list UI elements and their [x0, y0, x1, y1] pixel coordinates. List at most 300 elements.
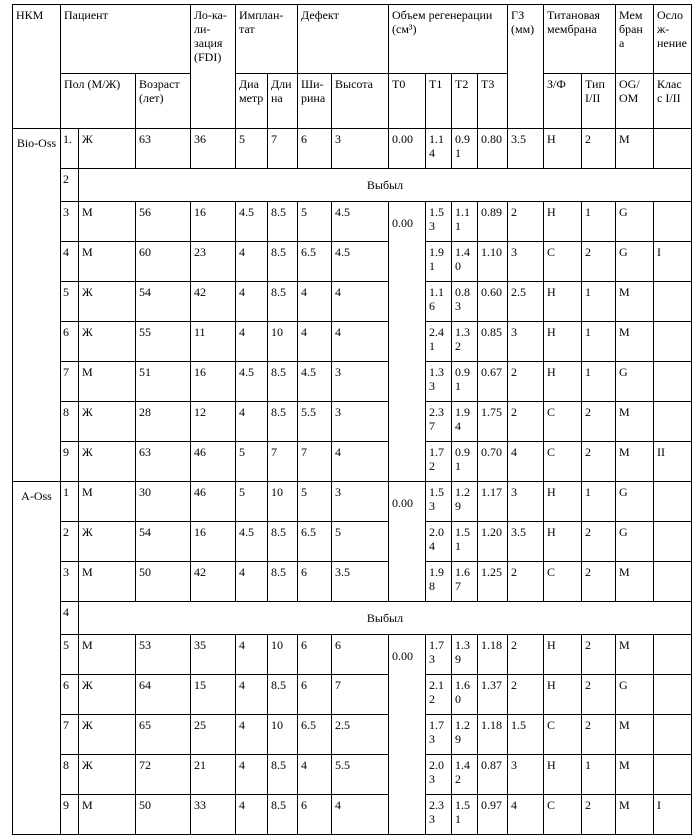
table-cell: 7 — [332, 675, 389, 715]
table-cell: М — [79, 795, 136, 835]
table-cell: 5 — [298, 482, 332, 522]
row-index: 7 — [61, 362, 79, 402]
row-index: 8 — [61, 402, 79, 442]
table-cell: 1.32 — [452, 322, 478, 362]
table-cell: 54 — [136, 522, 191, 562]
table-cell — [654, 635, 692, 675]
table-cell: 0.83 — [452, 282, 478, 322]
table-cell — [654, 282, 692, 322]
table-cell: 2 — [508, 635, 544, 675]
table-cell: 1.20 — [478, 522, 508, 562]
row-index: 4 — [61, 602, 79, 635]
row-index: 1. — [61, 129, 79, 169]
table-cell: 0.91 — [452, 442, 478, 482]
header-class: Клас с I/II — [654, 74, 692, 129]
header-t2: T2 — [452, 74, 478, 129]
table-cell: Ж — [79, 675, 136, 715]
header-defect: Дефект — [298, 5, 389, 74]
header-gz: ГЗ (мм) — [508, 5, 544, 129]
header-nkm: НКМ — [13, 5, 61, 129]
table-cell: M — [616, 795, 654, 835]
header-complication: Осло ж-нение — [654, 5, 692, 74]
table-cell: С — [544, 442, 582, 482]
table-cell: Ж — [79, 522, 136, 562]
table-cell: 1.16 — [426, 282, 452, 322]
table-cell: М — [79, 562, 136, 602]
table-cell: 8.5 — [268, 242, 298, 282]
table-cell: 16 — [191, 202, 236, 242]
table-row — [13, 322, 692, 362]
table-cell: 4 — [236, 635, 268, 675]
table-cell: 46 — [191, 482, 236, 522]
table-cell: 2.03 — [426, 755, 452, 795]
table-cell: 8.5 — [268, 282, 298, 322]
table-row — [13, 242, 692, 282]
row-index: 5 — [61, 282, 79, 322]
table-cell: 1.37 — [478, 675, 508, 715]
row-index: 6 — [61, 322, 79, 362]
table-cell: G — [616, 522, 654, 562]
table-cell: 6.5 — [298, 715, 332, 755]
table-cell: 50 — [136, 795, 191, 835]
table-cell: 4.5 — [236, 522, 268, 562]
table-cell: С — [544, 795, 582, 835]
table-cell: 4 — [332, 282, 389, 322]
table-cell: 1.67 — [452, 562, 478, 602]
table-cell: 0.91 — [452, 129, 478, 169]
table-cell: M — [616, 635, 654, 675]
table-cell: 2 — [508, 362, 544, 402]
table-cell: С — [544, 402, 582, 442]
table-row — [13, 169, 692, 202]
table-cell: 1.53 — [426, 202, 452, 242]
table-cell: M — [616, 129, 654, 169]
row-index: 5 — [61, 635, 79, 675]
header-localization: Ло-ка-ли-зация (FDI) — [191, 5, 236, 129]
table-cell: 36 — [191, 129, 236, 169]
table-cell: 0.80 — [478, 129, 508, 169]
cell-t0: 0.00 — [389, 129, 426, 169]
header-titanium: Титановая мембрана — [544, 5, 616, 74]
row-index: 2 — [61, 169, 79, 202]
header-volume: Объем регенерации (см³) — [389, 5, 508, 74]
table-cell: 42 — [191, 562, 236, 602]
table-cell: 2 — [582, 242, 616, 282]
row-index: 3 — [61, 562, 79, 602]
table-cell: 5 — [332, 522, 389, 562]
table-cell — [654, 755, 692, 795]
table-cell: 3 — [332, 482, 389, 522]
table-cell: 1.98 — [426, 562, 452, 602]
table-cell: G — [616, 202, 654, 242]
table-cell: 4 — [236, 402, 268, 442]
table-cell: 6 — [332, 635, 389, 675]
header-type: Тип I/II — [582, 74, 616, 129]
table-row — [13, 635, 692, 675]
table-cell: 1 — [582, 322, 616, 362]
header-patient: Пациент — [61, 5, 191, 74]
table-cell: Ж — [79, 402, 136, 442]
table-cell: 56 — [136, 202, 191, 242]
table-cell: 46 — [191, 442, 236, 482]
table-cell: 4.5 — [236, 362, 268, 402]
table-cell: 0.67 — [478, 362, 508, 402]
table-row — [13, 129, 692, 169]
table-cell: 5.5 — [332, 755, 389, 795]
table-cell: 0.85 — [478, 322, 508, 362]
table-cell: 4 — [508, 442, 544, 482]
table-cell: 4 — [236, 755, 268, 795]
table-cell: M — [616, 322, 654, 362]
table-cell — [654, 562, 692, 602]
table-cell: 3 — [332, 129, 389, 169]
table-cell: Ж — [79, 715, 136, 755]
table-cell: 1.18 — [478, 715, 508, 755]
table-cell: 4 — [332, 795, 389, 835]
table-cell — [654, 522, 692, 562]
table-cell: 2 — [582, 442, 616, 482]
table-cell: 64 — [136, 675, 191, 715]
table-cell: 4 — [236, 282, 268, 322]
table-cell — [654, 202, 692, 242]
table-cell: 3 — [508, 242, 544, 282]
header-length: Длина — [268, 74, 298, 129]
table-cell: 53 — [136, 635, 191, 675]
table-cell: 8.5 — [268, 562, 298, 602]
table-cell: G — [616, 362, 654, 402]
table-cell: 8.5 — [268, 795, 298, 835]
table-row — [13, 755, 692, 795]
table-cell: 3.5 — [332, 562, 389, 602]
table-cell: G — [616, 675, 654, 715]
table-cell: Н — [544, 675, 582, 715]
table-cell: 50 — [136, 562, 191, 602]
table-cell: 55 — [136, 322, 191, 362]
table-cell: М — [79, 362, 136, 402]
table-cell: 1.42 — [452, 755, 478, 795]
table-cell: 33 — [191, 795, 236, 835]
table-cell: 1.33 — [426, 362, 452, 402]
table-cell: 2 — [508, 202, 544, 242]
table-cell: M — [616, 755, 654, 795]
table-row — [13, 715, 692, 755]
table-cell: 4.5 — [298, 362, 332, 402]
table-cell: 1.51 — [452, 522, 478, 562]
table-row — [13, 362, 692, 402]
table-cell: Н — [544, 362, 582, 402]
table-cell: 1.91 — [426, 242, 452, 282]
table-row — [13, 522, 692, 562]
table-cell: Ж — [79, 282, 136, 322]
table-cell: 25 — [191, 715, 236, 755]
table-cell: 4 — [298, 755, 332, 795]
table-cell: Н — [544, 129, 582, 169]
table-cell: 2 — [582, 402, 616, 442]
table-cell: 4.5 — [332, 242, 389, 282]
cell-t0: 0.00 — [389, 635, 426, 835]
table-cell: 1.29 — [452, 482, 478, 522]
table-row — [13, 562, 692, 602]
table-cell: 51 — [136, 362, 191, 402]
table-cell: 4 — [236, 675, 268, 715]
header-t0: T0 — [389, 74, 426, 129]
table-cell: 6 — [298, 635, 332, 675]
table-cell: 42 — [191, 282, 236, 322]
table-cell: 1 — [582, 282, 616, 322]
header-implant: Имплан-тат — [236, 5, 298, 74]
table-cell: 1.94 — [452, 402, 478, 442]
table-row — [13, 442, 692, 482]
header-zf: З/Ф — [544, 74, 582, 129]
table-cell: 1.73 — [426, 635, 452, 675]
table-cell: Ж — [79, 129, 136, 169]
table-cell: 21 — [191, 755, 236, 795]
table-cell: Н — [544, 522, 582, 562]
table-cell: 2.37 — [426, 402, 452, 442]
table-cell: М — [79, 482, 136, 522]
table-cell: 6 — [298, 562, 332, 602]
table-row — [13, 202, 692, 242]
table-row — [13, 402, 692, 442]
table-cell: 11 — [191, 322, 236, 362]
header-t3: T3 — [478, 74, 508, 129]
header-height: Высота — [332, 74, 389, 129]
table-cell: 0.97 — [478, 795, 508, 835]
header-sex: Пол (М/Ж) — [61, 74, 136, 129]
table-cell: 1 — [582, 202, 616, 242]
table-cell: 16 — [191, 362, 236, 402]
table-cell: 8.5 — [268, 755, 298, 795]
table-cell: 8.5 — [268, 402, 298, 442]
table-cell: 1.75 — [478, 402, 508, 442]
table-cell: 4 — [508, 795, 544, 835]
table-cell: M — [616, 715, 654, 755]
table-row — [13, 675, 692, 715]
table-cell: 1.25 — [478, 562, 508, 602]
table-cell: 0.87 — [478, 755, 508, 795]
table-cell — [654, 322, 692, 362]
table-cell: G — [616, 482, 654, 522]
table-cell: 2.04 — [426, 522, 452, 562]
table-cell: 5.5 — [298, 402, 332, 442]
header-diameter: Диаметр — [236, 74, 268, 129]
table-cell: 6.5 — [298, 242, 332, 282]
table-cell: 2.5 — [508, 282, 544, 322]
row-index: 8 — [61, 755, 79, 795]
table-cell: Ж — [79, 322, 136, 362]
table-cell: 5 — [236, 129, 268, 169]
table-cell: 4 — [298, 322, 332, 362]
table-cell: 1.60 — [452, 675, 478, 715]
header-age: Возраст (лет) — [136, 74, 191, 129]
table-cell: 3 — [332, 402, 389, 442]
table-cell: 10 — [268, 635, 298, 675]
table-cell: 1.40 — [452, 242, 478, 282]
table-cell: Н — [544, 202, 582, 242]
table-cell: 4 — [332, 322, 389, 362]
table-cell: 2 — [508, 562, 544, 602]
table-cell: M — [616, 442, 654, 482]
header-t1: T1 — [426, 74, 452, 129]
row-index: 9 — [61, 442, 79, 482]
table-cell: 1.29 — [452, 715, 478, 755]
table-cell — [654, 715, 692, 755]
table-cell: 72 — [136, 755, 191, 795]
row-index: 1 — [61, 482, 79, 522]
table-cell: 2 — [582, 562, 616, 602]
table-cell: 10 — [268, 715, 298, 755]
table-cell: 1.51 — [452, 795, 478, 835]
table-cell: 4 — [236, 562, 268, 602]
table-row — [13, 602, 692, 635]
cell-t0: 0.00 — [389, 482, 426, 602]
table-cell: 1 — [582, 482, 616, 522]
table-cell: 3.5 — [508, 522, 544, 562]
table-cell: 2 — [582, 522, 616, 562]
table-cell: 2 — [582, 795, 616, 835]
group-name: Bio-Oss — [13, 129, 61, 482]
table-cell: 5 — [236, 442, 268, 482]
table-cell: 0.89 — [478, 202, 508, 242]
table-cell: 3 — [508, 322, 544, 362]
table-cell: 0.60 — [478, 282, 508, 322]
table-cell: 2 — [582, 635, 616, 675]
table-cell: 2.5 — [332, 715, 389, 755]
table-cell: 8.5 — [268, 202, 298, 242]
table-cell — [654, 129, 692, 169]
table-cell: 6 — [298, 675, 332, 715]
table-cell: Н — [544, 755, 582, 795]
table-row — [13, 282, 692, 322]
table-cell: 5 — [236, 482, 268, 522]
table-cell: 2.41 — [426, 322, 452, 362]
table-cell: 4 — [236, 795, 268, 835]
table-cell: 1.11 — [452, 202, 478, 242]
table-cell: 1.72 — [426, 442, 452, 482]
table-row — [13, 795, 692, 835]
table-cell: Н — [544, 282, 582, 322]
table-cell: 4 — [298, 282, 332, 322]
table-cell: 5 — [298, 202, 332, 242]
table-cell: 1.73 — [426, 715, 452, 755]
table-cell: 4 — [236, 322, 268, 362]
table-cell: 8.5 — [268, 522, 298, 562]
row-index: 4 — [61, 242, 79, 282]
table-cell: 54 — [136, 282, 191, 322]
table-cell: 3 — [508, 482, 544, 522]
table-cell: 8.5 — [268, 675, 298, 715]
table-cell: 30 — [136, 482, 191, 522]
table-cell: 2 — [508, 675, 544, 715]
table-cell: Н — [544, 322, 582, 362]
dropped-label: Выбыл — [79, 169, 692, 202]
table-cell: 10 — [268, 322, 298, 362]
table-cell: 1.53 — [426, 482, 452, 522]
table-cell: G — [616, 242, 654, 282]
table-cell: М — [79, 202, 136, 242]
regeneration-table — [12, 4, 692, 835]
table-cell: 2 — [582, 715, 616, 755]
table-cell: M — [616, 562, 654, 602]
table-cell: С — [544, 562, 582, 602]
table-cell: 4.5 — [236, 202, 268, 242]
table-cell: 6 — [298, 795, 332, 835]
table-cell: С — [544, 242, 582, 282]
header-row-1 — [13, 5, 692, 74]
table-cell: 0.70 — [478, 442, 508, 482]
row-index: 3 — [61, 202, 79, 242]
table-cell: 1 — [582, 362, 616, 402]
dropped-label: Выбыл — [79, 602, 692, 635]
header-width: Ши-рина — [298, 74, 332, 129]
table-cell: Ж — [79, 442, 136, 482]
table-cell: 7 — [268, 129, 298, 169]
table-cell: 7 — [268, 442, 298, 482]
table-cell: 2.12 — [426, 675, 452, 715]
header-ogom: OG/ OM — [616, 74, 654, 129]
table-cell: 28 — [136, 402, 191, 442]
table-cell: 10 — [268, 482, 298, 522]
table-cell: С — [544, 715, 582, 755]
table-cell: Н — [544, 635, 582, 675]
cell-t0: 0.00 — [389, 202, 426, 482]
table-cell: 35 — [191, 635, 236, 675]
table-cell: 3.5 — [508, 129, 544, 169]
table-cell: I — [654, 242, 692, 282]
table-cell: 65 — [136, 715, 191, 755]
table-cell: 4 — [332, 442, 389, 482]
table-cell: М — [79, 242, 136, 282]
table-cell — [654, 402, 692, 442]
row-index: 7 — [61, 715, 79, 755]
table-cell — [654, 362, 692, 402]
header-membrane: Мем бран а — [616, 5, 654, 74]
table-cell: 0.91 — [452, 362, 478, 402]
table-cell: 1.5 — [508, 715, 544, 755]
table-cell: 15 — [191, 675, 236, 715]
table-cell: 8.5 — [268, 362, 298, 402]
table-row — [13, 482, 692, 522]
table-cell: 16 — [191, 522, 236, 562]
header-row-2 — [13, 74, 692, 129]
table-cell: 63 — [136, 129, 191, 169]
table-cell: 23 — [191, 242, 236, 282]
table-cell: 4 — [236, 715, 268, 755]
row-index: 9 — [61, 795, 79, 835]
table-cell: 4 — [236, 242, 268, 282]
table-cell: 1.17 — [478, 482, 508, 522]
table-cell: М — [79, 635, 136, 675]
table-cell: 1.18 — [478, 635, 508, 675]
table-cell: 2 — [582, 129, 616, 169]
table-cell: II — [654, 442, 692, 482]
group-name: A-Oss — [13, 482, 61, 835]
table-cell: 3 — [508, 755, 544, 795]
table-cell: 4.5 — [332, 202, 389, 242]
table-cell: 1.14 — [426, 129, 452, 169]
table-cell: I — [654, 795, 692, 835]
table-cell: 3 — [332, 362, 389, 402]
row-index: 2 — [61, 522, 79, 562]
table-cell: 60 — [136, 242, 191, 282]
table-cell: 2 — [582, 675, 616, 715]
table-cell: 63 — [136, 442, 191, 482]
table-cell: 2 — [508, 402, 544, 442]
table-cell: Ж — [79, 755, 136, 795]
table-cell: 6.5 — [298, 522, 332, 562]
table-cell: 7 — [298, 442, 332, 482]
table-cell: M — [616, 402, 654, 442]
